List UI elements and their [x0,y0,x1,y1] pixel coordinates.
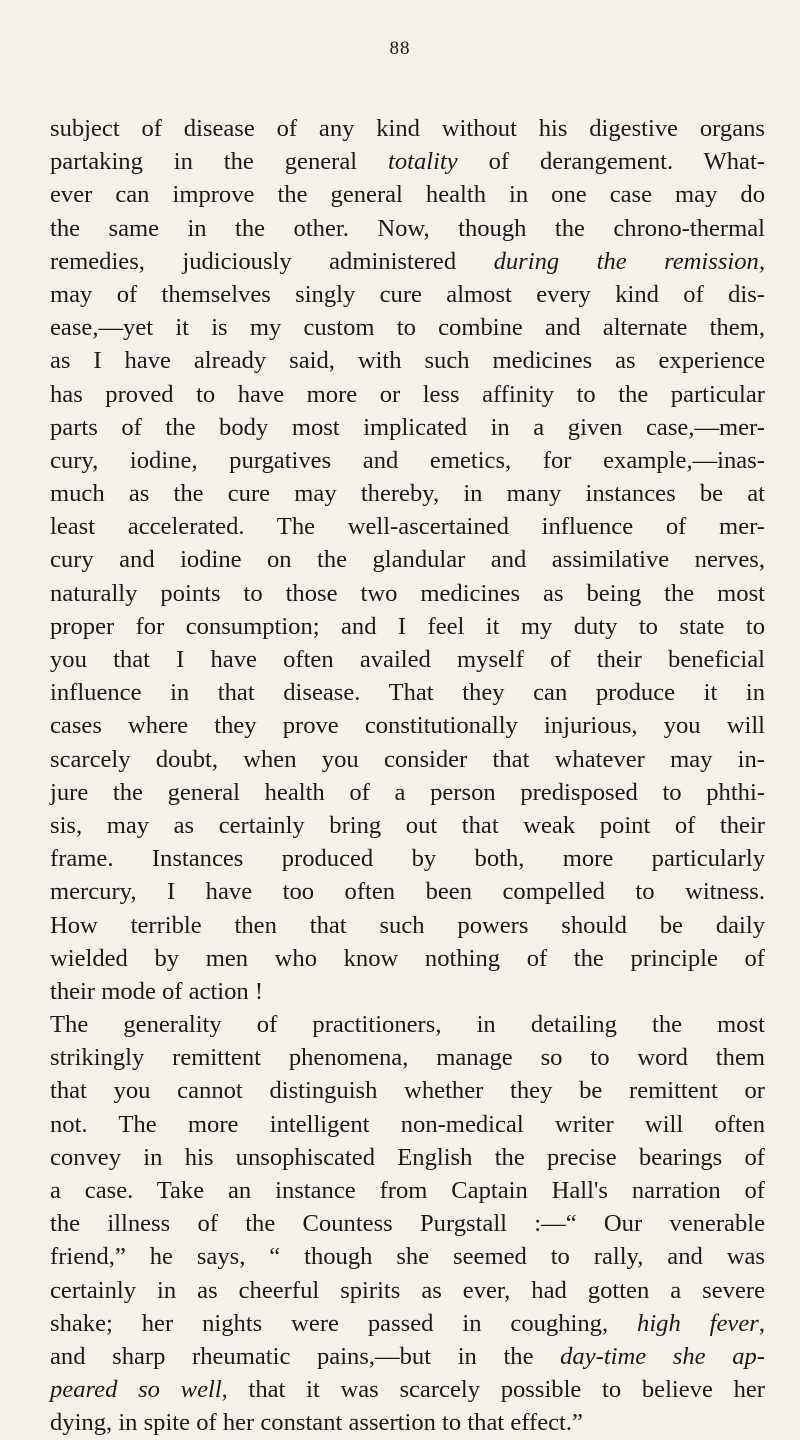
text-run: naturally points to those two medicines as being the most [50,579,765,607]
text-line [50,1041,765,1074]
text-line [50,709,765,742]
text-line [50,1307,765,1340]
text-line [50,1340,765,1373]
text-line [50,942,765,975]
text-line [50,245,765,278]
text-run: ease,—yet it is my custom to combine and alternate them, [50,314,765,342]
text-line [50,610,765,643]
text-run: parts of the body most implicated in a given case,—mer- [50,413,765,441]
text-line [50,842,765,875]
text-run: strikingly remittent phenomena, manage so to word them [50,1044,765,1072]
text-line [50,112,765,145]
text-line [50,975,765,1008]
text-line [50,643,765,676]
text-run: dying, in spite of her constant assertion to that effect.” [50,1409,583,1437]
text-run: certainly in as cheerful spirits as ever, had gotten a severe [50,1276,765,1304]
text-line [50,1373,765,1406]
text-line [50,510,765,543]
text-run: sis, may as certainly bring out that weak point of their [50,811,765,839]
text-run: remedies, judiciously administered [50,247,494,275]
text-run: and sharp rheumatic pains,—but in the [50,1342,561,1370]
text-run: cases where they prove constitutionally injurious, you will [50,712,765,740]
text-line [50,1174,765,1207]
text-line [50,411,765,444]
text-run: influence in that disease. That they can produce it in [50,679,765,707]
text-run: How terrible then that such powers should be daily [50,911,765,939]
italic-text-run: day-time she ap- [560,1342,765,1370]
text-run: the illness of the Countess Purgstall :—“ Our venerable [50,1210,765,1238]
text-line [50,212,765,245]
text-line [50,543,765,576]
text-run: has proved to have more or less affinity to the particular [50,380,765,408]
text-line [50,344,765,377]
text-line [50,809,765,842]
text-line [50,743,765,776]
text-line [50,444,765,477]
body-text [50,112,765,1440]
text-line [50,1108,765,1141]
text-run: cury and iodine on the glandular and assimilative nerves, [50,546,765,574]
text-line [50,1207,765,1240]
text-line [50,1274,765,1307]
text-run: may of themselves singly cure almost every kind of dis- [50,280,765,308]
text-line [50,278,765,311]
text-run: not. The more intelligent non-medical writer will often [50,1110,765,1138]
text-run: scarcely doubt, when you consider that whatever may in- [50,745,765,773]
text-run: wielded by men who know nothing of the principle of [50,944,765,972]
text-line [50,676,765,709]
italic-text-run: high fever [637,1309,759,1337]
text-run: as I have already said, with such medicines as experience [50,347,765,375]
text-run: , that it was scarcely possible to believe her [221,1376,765,1404]
text-run: you that I have often availed myself of their beneficial [50,646,765,673]
text-line [50,577,765,610]
text-run: , [758,1309,765,1337]
italic-text-run: totality [387,148,458,176]
page-number: 88 [389,38,411,59]
text-line [50,1240,765,1273]
text-line [50,776,765,809]
text-line [50,178,765,211]
text-run: partaking in the general [50,148,388,176]
text-line [50,311,765,344]
text-run: shake; her nights were passed in coughing, [50,1309,638,1337]
text-run: their mode of action ! [50,977,264,1005]
text-line [50,1406,765,1439]
text-run: the same in the other. Now, though the chrono-thermal [50,214,765,242]
text-run: The generality of practitioners, in detailing the most [50,1011,765,1039]
text-run: a case. Take an instance from Captain Hall's narration of [50,1177,765,1204]
text-line [50,1074,765,1107]
text-run: mercury, I have too often been compelled to witness. [50,878,765,906]
text-run: that you cannot distinguish whether they be remittent or [50,1077,765,1105]
text-run: ever can improve the general health in one case may do [50,181,765,209]
text-run: frame. Instances produced by both, more particularly [50,845,765,873]
italic-text-run: peared so well [50,1376,222,1404]
text-line [50,875,765,908]
text-run: cury, iodine, purgatives and emetics, for example,—inas- [50,446,765,474]
text-run: jure the general health of a person predisposed to phthi- [50,778,765,806]
text-line [50,477,765,510]
text-line [50,1141,765,1174]
text-run: proper for consumption; and I feel it my duty to state to [50,612,765,640]
italic-text-run: during the remission, [493,247,765,275]
text-run: of derangement. What- [457,148,765,176]
text-run: friend,” he says, “ though she seemed to rally, and was [50,1243,765,1271]
text-run: subject of disease of any kind without his digestive organs [50,115,765,142]
text-run: least accelerated. The well-ascertained influence of mer- [50,513,765,541]
text-line [50,145,765,178]
text-line [50,1008,765,1041]
text-line [50,378,765,411]
text-line [50,909,765,942]
text-run: convey in his unsophiscated English the precise bearings of [50,1143,765,1171]
text-run: much as the cure may thereby, in many instances be at [50,480,765,508]
